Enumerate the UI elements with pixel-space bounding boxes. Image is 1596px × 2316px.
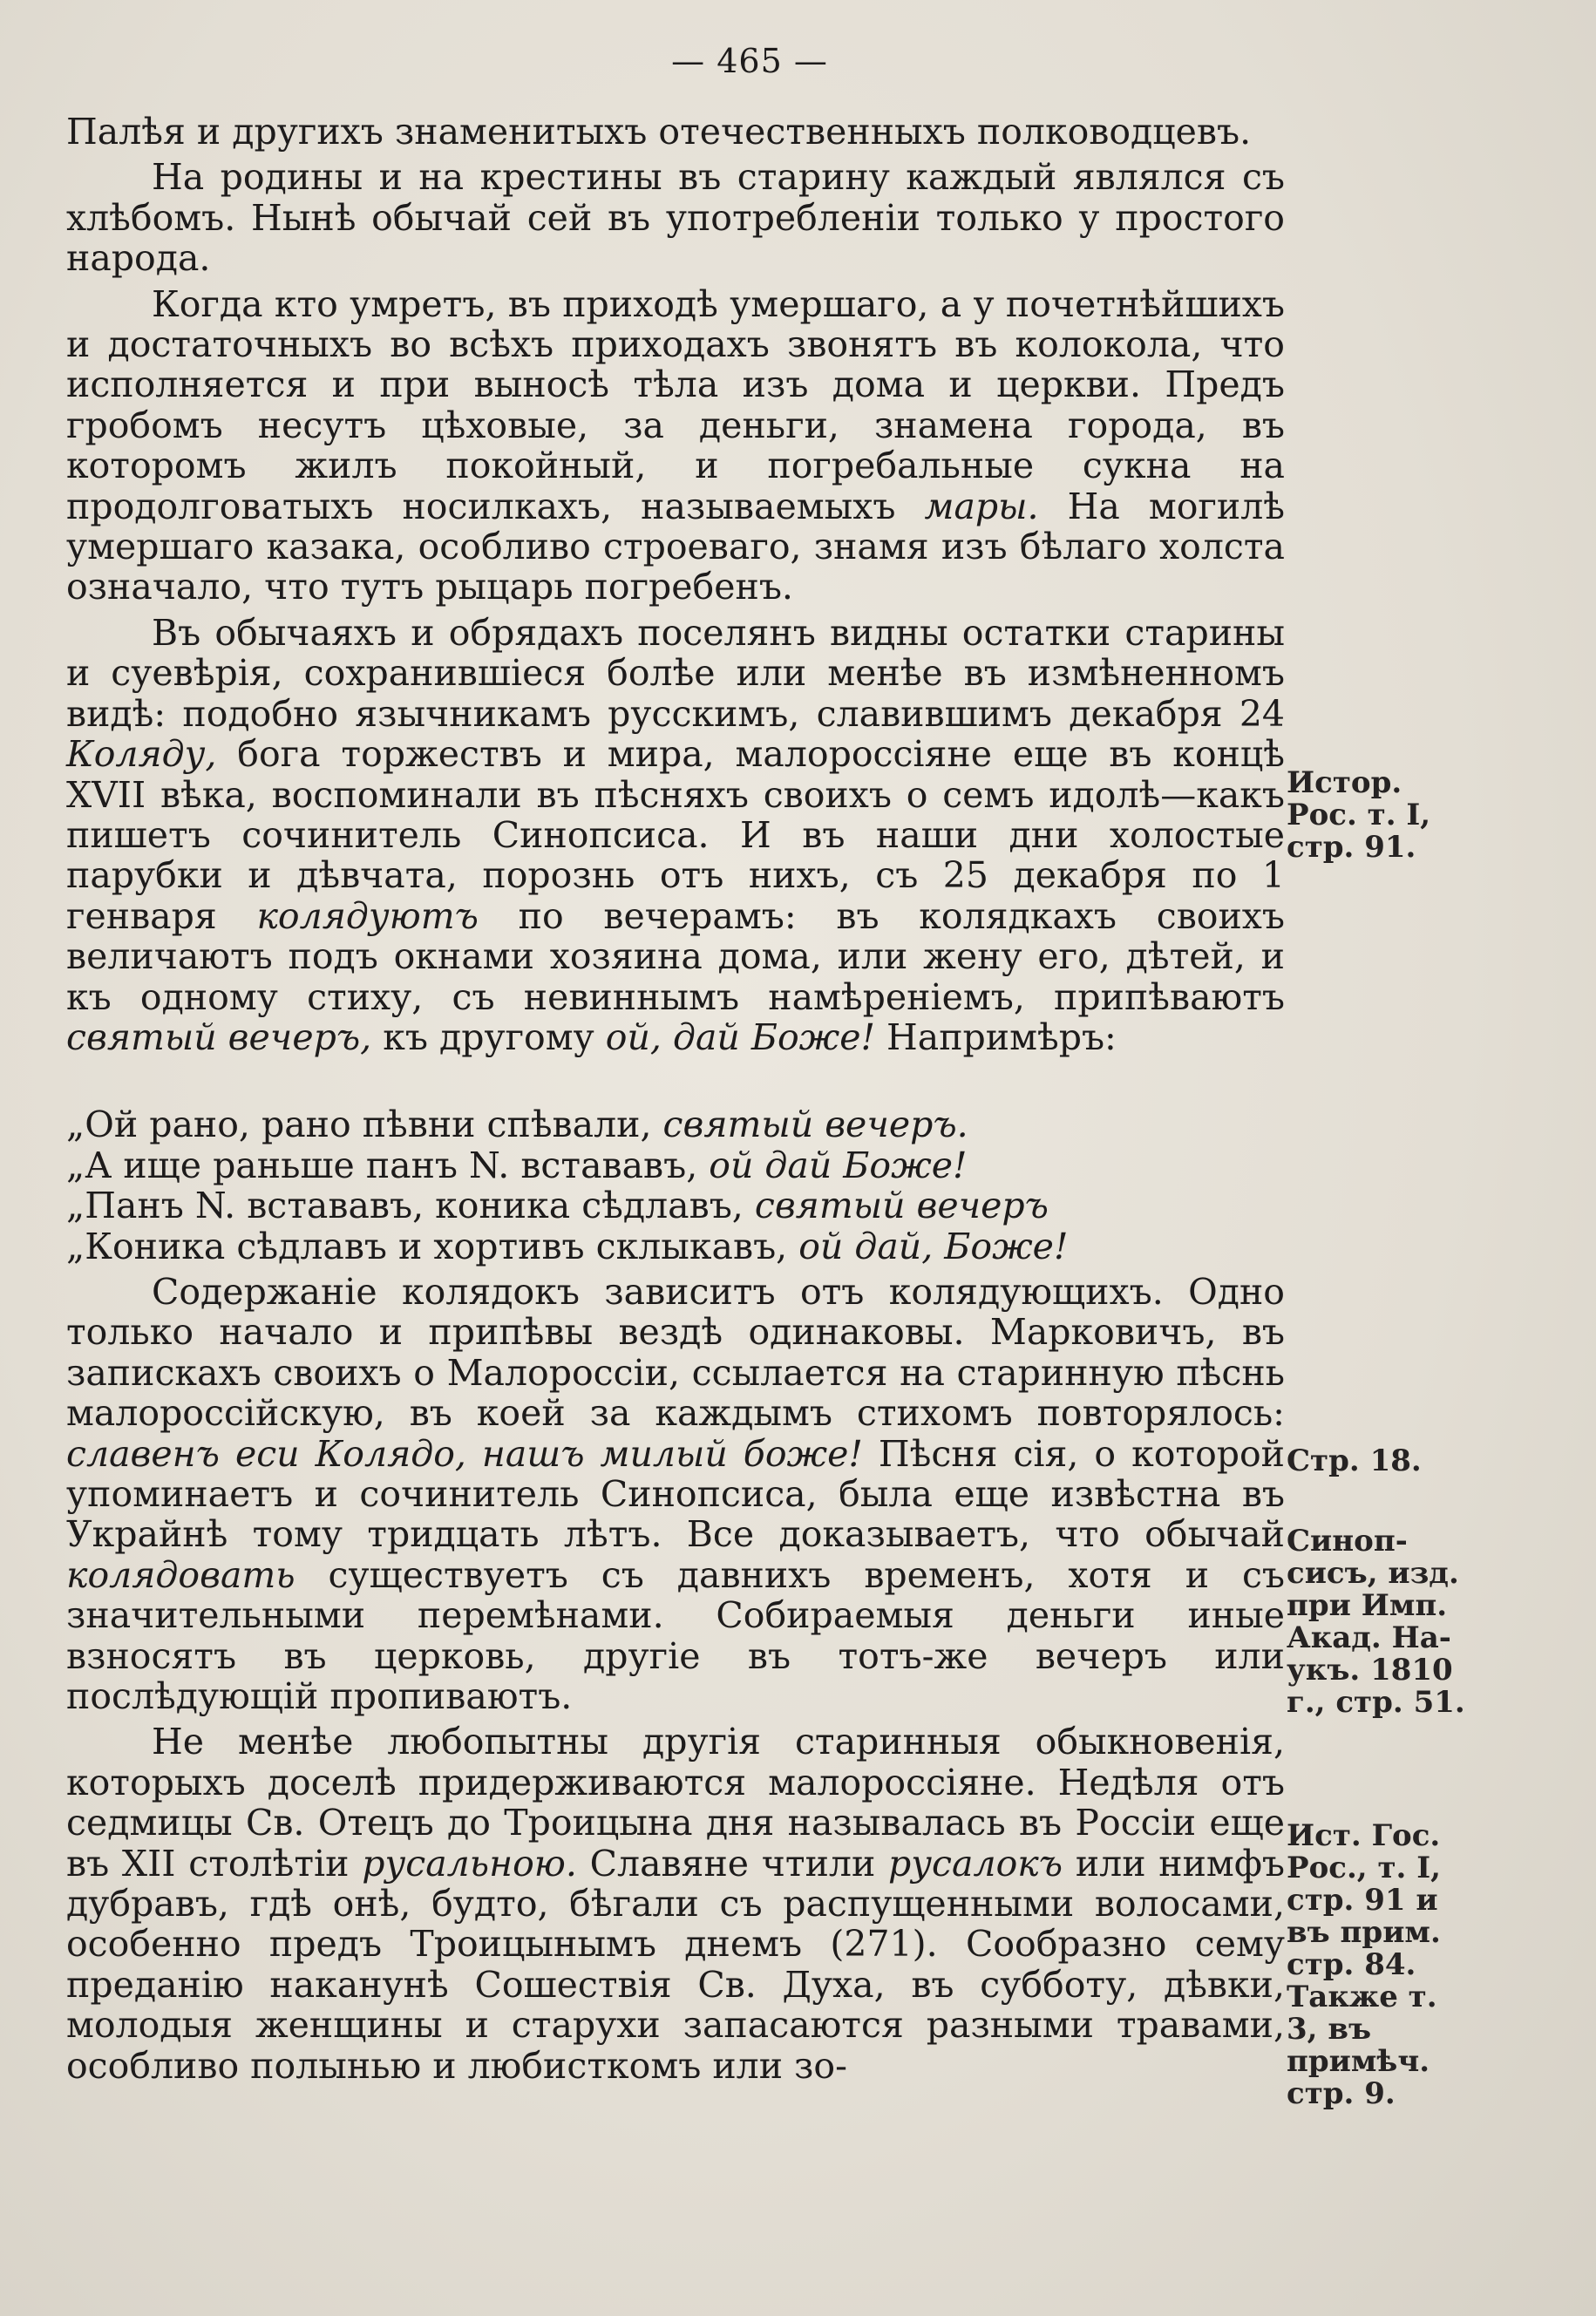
paragraph-6: Не менѣе любопытны другія старинныя обыкновенія, которыхъ доселѣ придерживаются малороссіяне. Недѣля отъ седмицы Св. Отецъ до Троицына дня называлась въ Россіи еще въ XII столѣтіи русальною. Славяне чтили русалокъ или нимфъ дубравъ, гдѣ онѣ, будто, бѣгали съ распущенными волосами, особенно предъ Троицынымъ днемъ (271). Сообразно сему преданію наканунѣ Сошествія Св. Духа, въ субботу, дѣвки, молодыя женщины и старухи запасаются разными травами, особливо полынью и любисткомъ или зо- [66, 1721, 1285, 2087]
italic-term: славенъ еси Колядо, нашъ милый боже! [66, 1432, 863, 1475]
verse-line: „Ой рано, рано пѣвни спѣвали, святый вечеръ. [66, 1104, 968, 1146]
paragraph-5: Содержаніе колядокъ зависитъ отъ колядующихъ. Одно только начало и припѣвы вездѣ одинаковы. Марковичъ, въ запискахъ своихъ о Малороссіи, ссылается на старинную пѣснь малороссійскую, въ коей за каждымъ стихомъ повторялось: славенъ еси Колядо, нашъ милый боже! Пѣсня сія, о которой упоминаетъ и сочинитель Синопсиса, была еще извѣстна въ Украйнѣ тому тридцать лѣтъ. Все доказываетъ, что обычай колядовать существуетъ съ давнихъ временъ, хотя и съ значительными перемѣнами. Собираемыя деньги иные взносятъ въ церковь, другіе въ тотъ-же вечеръ или послѣдующій пропиваютъ. [66, 1270, 1286, 1718]
italic-term: русальною. [362, 1842, 577, 1885]
italic-term: ой, дай Боже! [605, 1015, 875, 1058]
paragraph-1: Палѣя и другихъ знаменитыхъ отечественныхъ полководцевъ. [66, 111, 1252, 153]
italic-term: русалокъ [888, 1842, 1063, 1885]
italic-term: Коляду, [66, 733, 217, 776]
paragraph-4: Въ обычаяхъ и обрядахъ поселянъ видны остатки старины и суевѣрія, сохранившіеся болѣе или менѣе въ измѣненномъ видѣ: подобно язычникамъ русскимъ, славившимъ декабря 24 Коляду, бога торжествъ и мира, малороссіяне еще въ концѣ XVII вѣка, воспоминали въ пѣсняхъ своихъ о семъ идолѣ—какъ пишетъ сочинитель Синопсиса. И въ наши дни холостые парубки и дѣвчата, порознь отъ нихъ, съ 25 декабря по 1 генваря колядуютъ по вечерамъ: въ колядкахъ своихъ величаютъ подъ окнами хозяина дома, или жену его, дѣтей, и къ одному стиху, съ невиннымъ намѣреніемъ, припѣваютъ святый вечеръ, къ другому ой, дай Боже! Напримѣръ: [66, 611, 1285, 1058]
verse-line: „Коника сѣдлавъ и хортивъ склыкавъ, ой дай, Боже! [66, 1225, 1069, 1267]
verse-line: „Панъ N. встававъ, коника сѣдлавъ, святый вечеръ [66, 1185, 1049, 1227]
italic-term: мары. [924, 485, 1039, 527]
page-number: — 465 — [671, 42, 828, 80]
margin-note-1: Истор. Рос. т. I, стр. 91. [1287, 765, 1431, 865]
italic-term: колядуютъ [256, 894, 479, 937]
verse-line: „А ище раньше панъ N. встававъ, ой дай Боже! [66, 1144, 968, 1186]
italic-term: святый вечеръ, [66, 1015, 372, 1058]
margin-note-4: Ист. Гос. Рос., т. I, стр. 91 и въ прим. стр. 84. Также т. 3, въ примѣч. стр. 9. [1287, 1818, 1441, 2111]
paragraph-3: Когда кто умретъ, въ приходѣ умершаго, а у почетнѣйшихъ и достаточныхъ во всѣхъ приходахъ звонятъ въ колокола, что исполняется и при выносѣ тѣла изъ дома и церкви. Предъ гробомъ несутъ цѣховые, за деньги, знамена города, въ которомъ жилъ покойный, и погребальные сукна на продолговатыхъ носилкахъ, называемыхъ мары. На могилѣ умершаго казака, особливо строеваго, знамя изъ бѣлаго холста означало, что тутъ рыцарь погребенъ. [66, 282, 1286, 608]
margin-note-3: Синоп- сисъ, изд. при Имп. Акад. На- укъ. 1810 г., стр. 51. [1287, 1524, 1465, 1720]
main-text [66, 112, 1285, 2086]
margin-note-2: Стр. 18. [1287, 1443, 1422, 1478]
paragraph-2: На родины и на крестины въ старину каждый являлся съ хлѣбомъ. Нынѣ обычай сей въ употребленіи только у простого народа. [66, 156, 1285, 280]
italic-term: колядовать [66, 1553, 295, 1596]
